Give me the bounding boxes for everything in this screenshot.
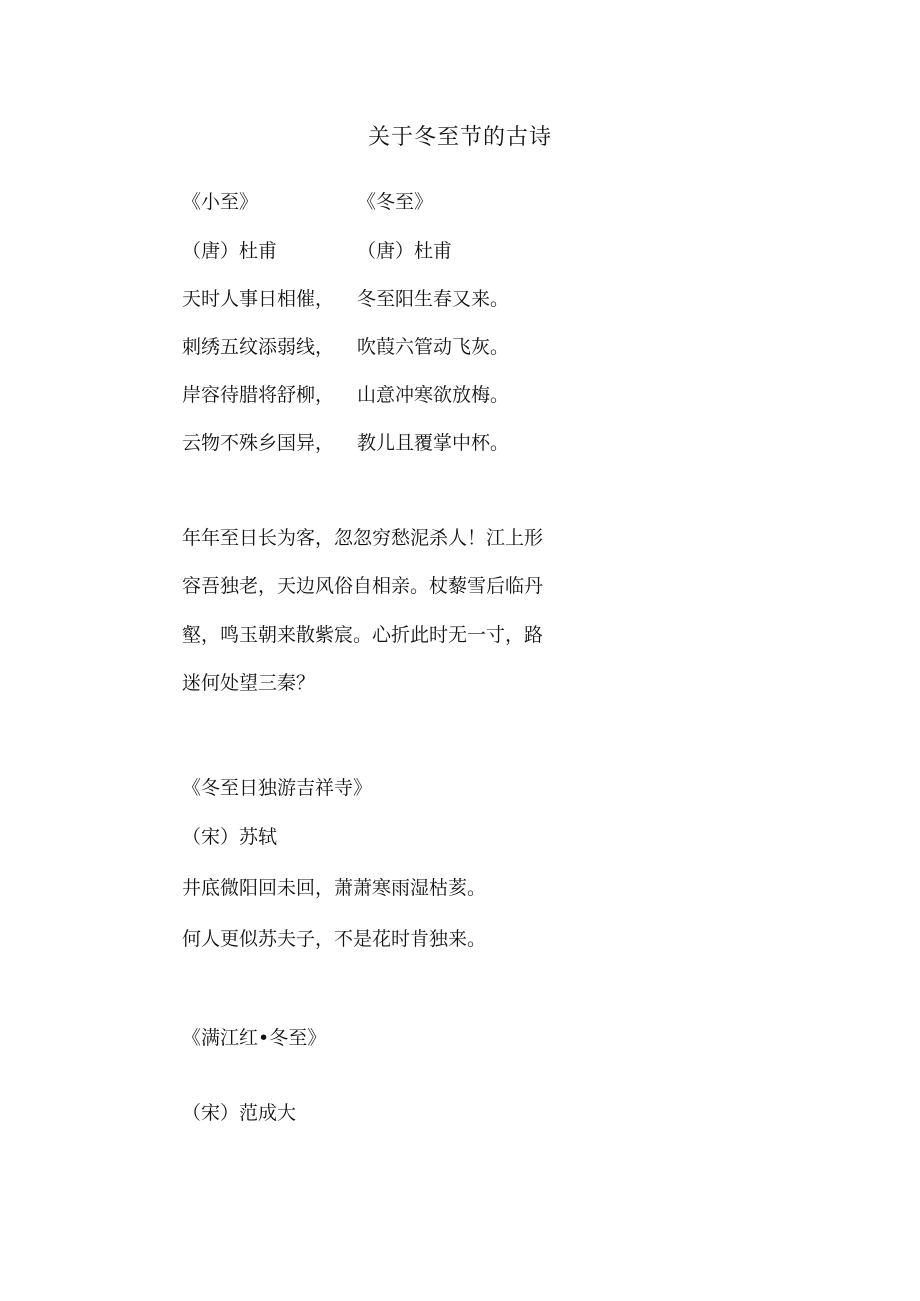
poem-line: 天时人事日相催，	[182, 288, 335, 310]
poem-title-manjianghong: 《满江红•冬至》	[182, 1027, 327, 1049]
poem-author-sushi: （宋）苏轼	[182, 826, 278, 848]
page-title: 关于冬至节的古诗	[367, 125, 552, 150]
poem-author-xiaozhi: （唐）杜甫	[182, 240, 278, 262]
poem-line: 教儿且覆掌中杯。	[357, 432, 510, 454]
poem-line: 何人更似苏夫子，不是花时肯独来。	[182, 928, 487, 950]
paragraph-line: 迷何处望三秦？	[182, 672, 316, 694]
poem-line: 吹葭六管动飞灰。	[357, 336, 510, 358]
poem-author-dongzhi: （唐）杜甫	[357, 240, 453, 262]
poem-author-fanchengda: （宋）范成大	[182, 1102, 297, 1124]
poem-line: 刺绣五纹添弱线，	[182, 336, 335, 358]
poem-line: 冬至阳生春又来。	[357, 288, 510, 310]
poem-line: 云物不殊乡国异，	[182, 432, 335, 454]
poem-title-dongzhi: 《冬至》	[357, 191, 434, 213]
poem-title-xiaozhi: 《小至》	[182, 191, 259, 213]
paragraph-line: 年年至日长为客，忽忽穷愁泥杀人！江上形	[182, 527, 544, 549]
poem-line: 岸容待腊将舒柳，	[182, 384, 335, 406]
paragraph-line: 壑，鸣玉朝来散紫宸。心折此时无一寸，路	[182, 624, 544, 646]
poem-title-jixiangsi: 《冬至日独游吉祥寺》	[182, 777, 373, 799]
paragraph-line: 容吾独老，天边风俗自相亲。杖藜雪后临丹	[182, 575, 544, 597]
poem-line: 井底微阳回未回，萧萧寒雨湿枯荄。	[182, 877, 487, 899]
poem-line: 山意冲寒欲放梅。	[357, 384, 510, 406]
